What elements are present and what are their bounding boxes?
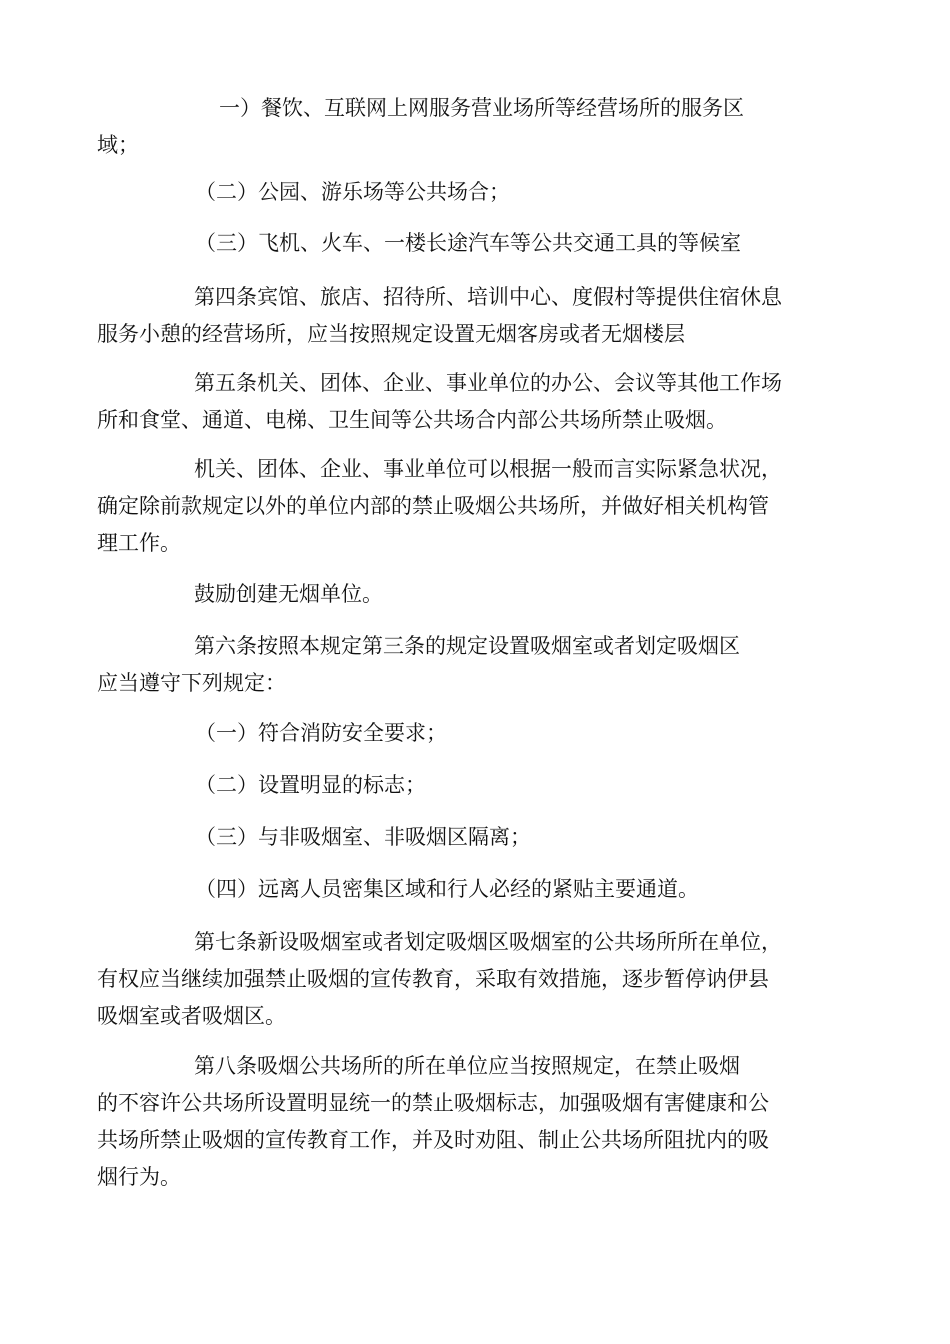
text-line: 的不容许公共场所设置明显统一的禁止吸烟标志，加强吸烟有害健康和公 — [97, 1091, 769, 1115]
text-line: 所和食堂、通道、电梯、卫生间等公共场合内部公共场所禁止吸烟。 — [97, 408, 727, 432]
clause-item-1 — [97, 90, 867, 164]
article-6 — [97, 628, 867, 702]
article-5-paragraph-3 — [97, 576, 867, 613]
text-line: 吸烟室或者吸烟区。 — [97, 1004, 286, 1028]
text-line: 服务小憩的经营场所，应当按照规定设置无烟客房或者无烟楼层 — [97, 322, 685, 346]
article-8 — [97, 1048, 867, 1196]
article-6-item-3 — [97, 819, 867, 856]
clause-item-2 — [97, 174, 867, 211]
article-6-item-2 — [97, 767, 867, 804]
text-line: 第八条吸烟公共场所的所在单位应当按照规定，在禁止吸烟 — [194, 1054, 740, 1078]
text-line: 第五条机关、团体、企业、事业单位的办公、会议等其他工作场 — [194, 371, 782, 395]
text-line: 共场所禁止吸烟的宣传教育工作，并及时劝阻、制止公共场所阻扰内的吸 — [97, 1128, 769, 1152]
text-line: 第四条宾馆、旅店、招待所、培训中心、度假村等提供住宿休息 — [194, 285, 782, 309]
article-7 — [97, 924, 867, 1035]
clause-item-3 — [97, 225, 867, 262]
text-line: 一）餐饮、互联网上网服务营业场所等经营场所的服务区 — [219, 96, 744, 120]
text-line: 应当遵守下列规定： — [97, 671, 286, 695]
text-line: 第六条按照本规定第三条的规定设置吸烟室或者划定吸烟区 — [194, 634, 740, 658]
text-line: 机关、团体、企业、事业单位可以根据一般而言实际紧急状况， — [194, 457, 782, 481]
text-line: 第七条新设吸烟室或者划定吸烟区吸烟室的公共场所所在单位， — [194, 930, 782, 954]
text-line: （三）飞机、火车、一楼长途汽车等公共交通工具的等候室 — [195, 231, 741, 255]
article-6-item-4 — [97, 871, 867, 908]
text-line: （二）公园、游乐场等公共场合； — [195, 180, 510, 204]
article-4 — [97, 279, 867, 353]
article-5-paragraph-2 — [97, 451, 867, 562]
text-line: 域； — [97, 133, 139, 157]
text-line: （四）远离人员密集区域和行人必经的紧贴主要通道。 — [195, 877, 699, 901]
text-line: 有权应当继续加强禁止吸烟的宣传教育，采取有效措施，逐步暂停讷伊县 — [97, 967, 769, 991]
text-line: 烟行为。 — [97, 1165, 181, 1189]
article-6-item-1 — [97, 715, 867, 752]
text-line: 鼓励创建无烟单位。 — [194, 582, 383, 606]
text-line: （三）与非吸烟室、非吸烟区隔离； — [195, 825, 531, 849]
text-line: 理工作。 — [97, 531, 181, 555]
text-line: 确定除前款规定以外的单位内部的禁止吸烟公共场所，并做好相关机构管 — [97, 494, 769, 518]
text-line: （二）设置明显的标志； — [195, 773, 426, 797]
article-5 — [97, 365, 867, 439]
text-line: （一）符合消防安全要求； — [195, 721, 447, 745]
